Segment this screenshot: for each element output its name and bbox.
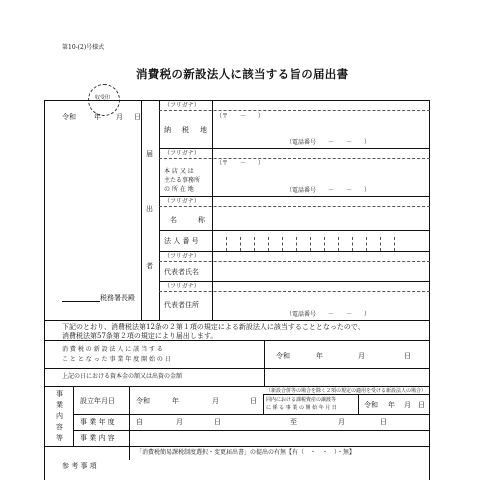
remarks-line: 「消費税簡易課税制度選択・変更届出書」の提出の有無【有（ ・ ・ ）・無】 xyxy=(136,449,356,456)
date-month: 月 xyxy=(116,113,123,121)
special-day: 日 xyxy=(418,401,425,409)
fiscal-from-day: 日 xyxy=(214,418,221,426)
special-label-2: に 係 る 事 業 の 開 始 年 月 日 xyxy=(266,405,337,411)
remarks-label: 参 考 事 項 xyxy=(62,462,97,470)
established-month: 月 xyxy=(212,397,219,405)
notifier-char-3: 者 xyxy=(146,262,153,270)
business-content-label: 事 業 内 容 xyxy=(80,434,115,442)
postal-code-2[interactable]: （〒 － ） xyxy=(216,160,265,167)
furigana-label: （フリガナ） xyxy=(164,198,200,205)
special-month: 月 xyxy=(404,401,411,409)
special-case-note: （新設合併等の場合を除く２項の規定の適用を受ける新設法人の場合） xyxy=(266,388,427,394)
name-char-2: 称 xyxy=(198,216,205,224)
date-year: 年 xyxy=(94,113,101,121)
fiscal-to-day: 日 xyxy=(380,418,387,426)
date-day: 日 xyxy=(134,113,141,121)
postal-code-1[interactable]: （〒 － ） xyxy=(216,113,265,120)
established-label: 設立年月日 xyxy=(80,397,115,405)
established-era: 令和 xyxy=(136,397,150,405)
notifier-char-2: 出 xyxy=(146,205,153,213)
phone-3[interactable]: （電話番号 － － ） xyxy=(286,311,371,318)
tax-office-label: 税務署長殿 xyxy=(100,294,135,302)
hq-label-2: 主たる事務所 xyxy=(164,177,201,184)
special-label-1: 同内における課税資産の譲渡等 xyxy=(266,397,337,403)
special-year: 年 xyxy=(388,401,395,409)
start-day: 日 xyxy=(404,352,411,360)
notifier-char-1: 届 xyxy=(146,150,153,158)
start-month: 月 xyxy=(358,352,365,360)
start-era: 令和 xyxy=(276,352,290,360)
statement-line-1: 下記のとおり、消費税法第12条の２第１項の規定による新設法人に該当することとなったので、 xyxy=(62,323,365,331)
hq-label-3: の 所 在 地 xyxy=(164,186,194,193)
established-day: 日 xyxy=(250,397,257,405)
business-char-4: 容 xyxy=(56,423,63,431)
rep-name-label: 代表者氏名 xyxy=(164,268,199,276)
tax-office-blank[interactable] xyxy=(62,301,100,302)
corp-number-label: 法 人 番 号 xyxy=(164,237,199,245)
address-char-2: 税 xyxy=(182,126,189,134)
form-number: 第10-(2)号様式 xyxy=(62,44,105,51)
business-char-2: 業 xyxy=(56,401,63,409)
page-title: 消費税の新設法人に該当する旨の届出書 xyxy=(136,67,349,81)
address-char-1: 納 xyxy=(164,126,171,134)
fiscal-from: 自 xyxy=(136,418,143,426)
hq-label-1: 本 店 又 は xyxy=(164,168,194,175)
start-label-2: こ と と な っ た 事 業 年 度 開 始 の 日 xyxy=(62,356,171,363)
fiscal-from-month: 月 xyxy=(176,418,183,426)
statement-line-2: 消費税法第57条第２項の規定により届出します。 xyxy=(62,332,218,340)
business-char-5: 等 xyxy=(56,434,63,442)
business-char-3: 内 xyxy=(56,412,63,420)
phone-1[interactable]: （電話番号 － － ） xyxy=(286,139,371,146)
address-char-3: 地 xyxy=(200,126,207,134)
furigana-label: （フリガナ） xyxy=(164,283,200,290)
phone-2[interactable]: （電話番号 － － ） xyxy=(286,187,371,194)
business-char-1: 事 xyxy=(56,390,63,398)
start-label-1: 消 費 税 の 新 設 法 人 に 該 当 す る xyxy=(62,346,163,353)
date-era: 令和 xyxy=(62,113,76,121)
furigana-label: （フリガナ） xyxy=(164,102,200,109)
fiscal-year-label: 事 業 年 度 xyxy=(80,418,115,426)
rep-address-label: 代表者住所 xyxy=(164,301,199,309)
name-char-1: 名 xyxy=(170,216,177,224)
special-era: 令和 xyxy=(364,401,378,409)
established-year: 年 xyxy=(172,397,179,405)
start-year: 年 xyxy=(316,352,323,360)
furigana-label: （フリガナ） xyxy=(164,150,200,157)
receipt-stamp-label: 収受印 xyxy=(95,95,111,101)
capital-label: 上記の日における資本金の額又は出資の金額 xyxy=(62,373,183,380)
fiscal-to-month: 月 xyxy=(338,418,345,426)
furigana-label: （フリガナ） xyxy=(164,253,200,260)
fiscal-to: 至 xyxy=(290,418,297,426)
